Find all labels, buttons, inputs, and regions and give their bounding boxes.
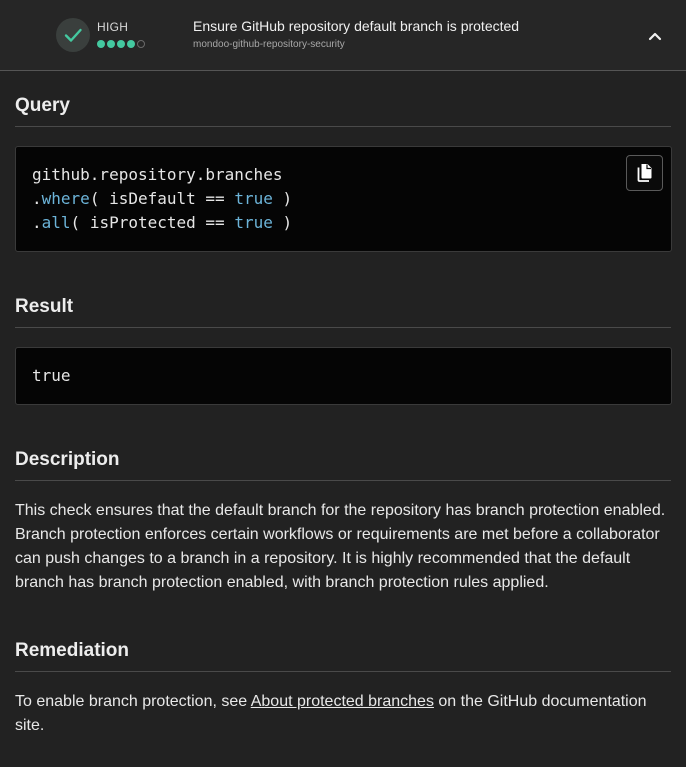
copy-button[interactable] [626,155,663,191]
code-line: .all( isProtected == true ) [32,213,293,232]
status-indicator [56,18,90,52]
remediation-heading: Remediation [15,640,671,672]
check-header[interactable] [0,0,686,71]
result-heading: Result [15,296,671,328]
severity-dot [127,40,135,48]
remediation-text: To enable branch protection, see About protected branches on the GitHub documentation site. [15,693,647,734]
severity-dot [97,40,105,48]
check-icon [63,25,83,45]
result-value: true [32,366,71,385]
description-heading: Description [15,449,671,481]
check-title: Ensure GitHub repository default branch is protected [193,18,520,34]
severity-rating [97,40,145,48]
query-heading: Query [15,95,671,127]
severity-label: HIGH [97,20,129,34]
severity-dot [137,40,145,48]
chevron-up-icon [648,31,662,41]
query-code-block[interactable] [15,146,672,252]
policy-name: mondoo-github-repository-security [193,39,345,50]
result-code-block [15,347,672,405]
severity-dot [107,40,115,48]
description-text: This check ensures that the default branch for the repository has branch protection enabled. Branch protection enforces certain workflows or requirements are met before a collaborator can push changes to a branch in a repository. It is highly recommended that the default branch has branch protection enabled, with branch protection rules applied. [15,502,666,591]
copy-icon [636,163,654,183]
code-line: github.repository.branches [32,165,283,184]
protected-branches-link[interactable]: About protected branches [250,693,434,710]
collapse-button[interactable] [640,24,670,48]
code-line: .where( isDefault == true ) [32,189,293,208]
severity-dot [117,40,125,48]
